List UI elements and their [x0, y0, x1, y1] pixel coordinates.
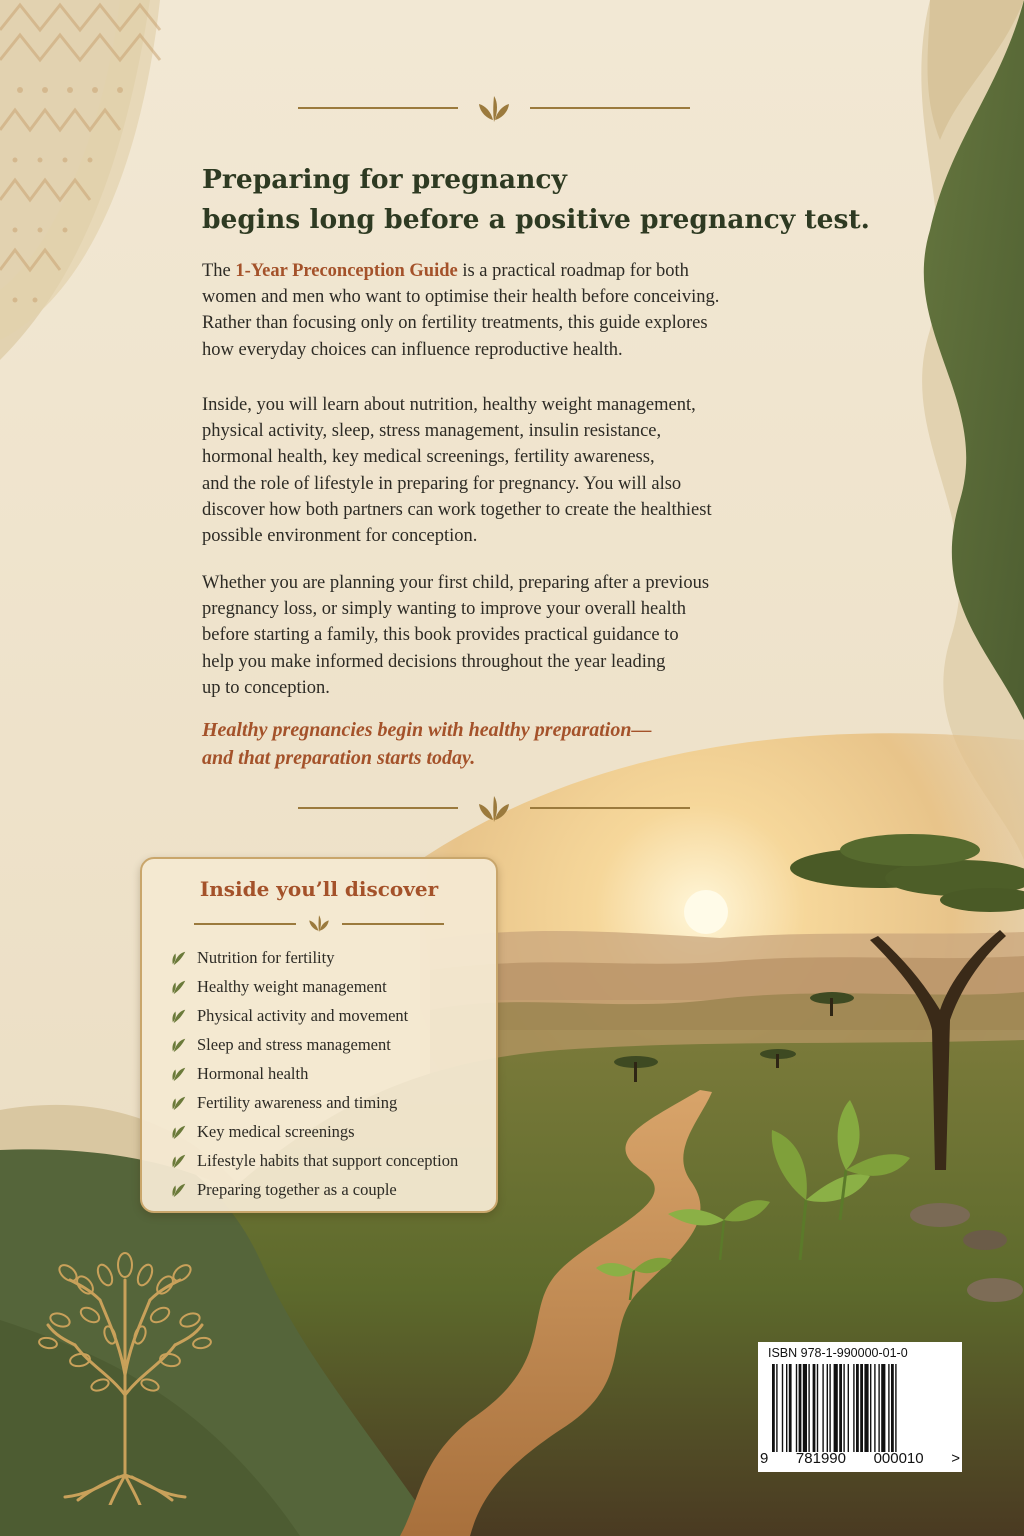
- barcode-bar: [827, 1364, 828, 1452]
- intro-paragraph: [202, 258, 802, 363]
- list-item: Nutrition for fertility: [170, 943, 458, 972]
- tagline-line-2: and that preparation starts today.: [202, 747, 476, 769]
- intro-line-1: The 1-Year Preconception Guide is a practical roadmap for both: [202, 261, 689, 281]
- barcode-bar: [789, 1364, 792, 1452]
- leaf-icon: [170, 1037, 188, 1053]
- barcode-bar: [870, 1364, 871, 1452]
- whether-line: before starting a family, this book provides practical guidance to: [202, 625, 679, 646]
- discover-box: [140, 857, 498, 1213]
- barcode-digit-group: 000010: [873, 1450, 924, 1467]
- intro-line-4: how everyday choices can influence reproductive health.: [202, 339, 623, 360]
- barcode-digit-group: 781990: [795, 1450, 846, 1467]
- barcode-bar: [822, 1364, 823, 1452]
- isbn-barcode: [758, 1342, 962, 1472]
- barcode-bar: [799, 1364, 802, 1452]
- guide-name: 1-Year Preconception Guide: [235, 261, 458, 281]
- inside-line: hormonal health, key medical screenings, fertility awareness,: [202, 447, 655, 468]
- list-item: Physical activity and movement: [170, 1001, 458, 1030]
- barcode-bar: [839, 1364, 842, 1452]
- barcode-digit-group: 9: [760, 1450, 769, 1467]
- barcode-bar: [888, 1364, 889, 1452]
- tagline-line-1: Healthy pregnancies begin with healthy preparation—: [202, 719, 652, 741]
- barcode-bar: [782, 1364, 783, 1452]
- barcode-bar: [881, 1364, 885, 1452]
- barcode-bar: [776, 1364, 777, 1452]
- barcode-bar: [874, 1364, 875, 1452]
- barcode-bar: [878, 1364, 879, 1452]
- whether-line: Whether you are planning your first child, preparing after a previous: [202, 573, 710, 593]
- barcode-bar: [796, 1364, 797, 1452]
- barcode-bar: [817, 1364, 818, 1452]
- discover-title: Inside you’ll discover: [199, 877, 439, 901]
- list-item: Hormonal health: [170, 1059, 458, 1088]
- leaf-icon: [170, 1008, 188, 1024]
- inside-line: possible environment for conception.: [202, 526, 478, 547]
- discover-divider: [194, 911, 444, 937]
- leaf-icon: [170, 1066, 188, 1082]
- whether-line: pregnancy loss, or simply wanting to improve your overall health: [202, 599, 686, 620]
- list-item: Fertility awareness and timing: [170, 1088, 458, 1117]
- leaf-icon: [170, 1124, 188, 1140]
- barcode-bar: [856, 1364, 859, 1452]
- barcode-bar: [786, 1364, 787, 1452]
- barcode-bar: [813, 1364, 816, 1452]
- leaf-icon: [170, 1095, 188, 1111]
- middle-divider: [298, 792, 690, 822]
- barcode-digits: [760, 1450, 960, 1467]
- tree-of-life-icon: [30, 1225, 220, 1505]
- headline: [202, 160, 870, 240]
- barcode-bar: [829, 1364, 830, 1452]
- top-divider: [298, 92, 690, 122]
- tribal-pattern-decoration: [0, 0, 180, 340]
- leaf-icon: [170, 1153, 188, 1169]
- inside-paragraph: [202, 392, 802, 549]
- barcode-bar: [772, 1364, 775, 1452]
- list-item: Key medical screenings: [170, 1117, 458, 1146]
- list-item: Sleep and stress management: [170, 1030, 458, 1059]
- barcode-bar: [853, 1364, 854, 1452]
- barcode-bar: [891, 1364, 894, 1452]
- whether-line: help you make informed decisions throughout the year leading: [202, 651, 666, 672]
- headline-line-2: begins long before a positive pregnancy test.: [202, 204, 870, 235]
- barcode-bar: [895, 1364, 896, 1452]
- barcode-bar: [834, 1364, 838, 1452]
- inside-line: and the role of lifestyle in preparing for pregnancy. You will also: [202, 473, 682, 494]
- inside-line: physical activity, sleep, stress management, insulin resistance,: [202, 421, 662, 442]
- list-item: Preparing together as a couple: [170, 1175, 458, 1204]
- sprout-leaf-icon: [474, 92, 514, 124]
- whether-line: up to conception.: [202, 677, 330, 698]
- barcode-bar: [848, 1364, 849, 1452]
- sprout-leaf-icon: [306, 911, 332, 935]
- intro-line-2: women and men who want to optimise their health before conceiving.: [202, 287, 720, 308]
- list-item: Healthy weight management: [170, 972, 458, 1001]
- barcode-bar: [803, 1364, 807, 1452]
- intro-line-3: Rather than focusing only on fertility treatments, this guide explores: [202, 313, 708, 334]
- leaf-icon: [170, 950, 188, 966]
- inside-line: Inside, you will learn about nutrition, healthy weight management,: [202, 395, 696, 415]
- barcode-bar: [843, 1364, 844, 1452]
- inside-line: discover how both partners can work together to create the healthiest: [202, 499, 712, 520]
- isbn-label: ISBN 978-1-990000-01-0: [768, 1346, 908, 1360]
- barcode-digit-group: >: [951, 1450, 960, 1467]
- barcode-bar: [860, 1364, 863, 1452]
- headline-line-1: Preparing for pregnancy: [202, 164, 567, 195]
- discover-list: [170, 943, 458, 1204]
- tagline: [202, 716, 762, 772]
- leaf-icon: [170, 1182, 188, 1198]
- barcode-bars: [772, 1364, 950, 1452]
- sun: [684, 890, 728, 934]
- barcode-bar: [808, 1364, 809, 1452]
- barcode-bar: [864, 1364, 868, 1452]
- leaf-icon: [170, 979, 188, 995]
- sprout-leaf-icon: [474, 792, 514, 824]
- list-item: Lifestyle habits that support conception: [170, 1146, 458, 1175]
- whether-paragraph: [202, 570, 802, 701]
